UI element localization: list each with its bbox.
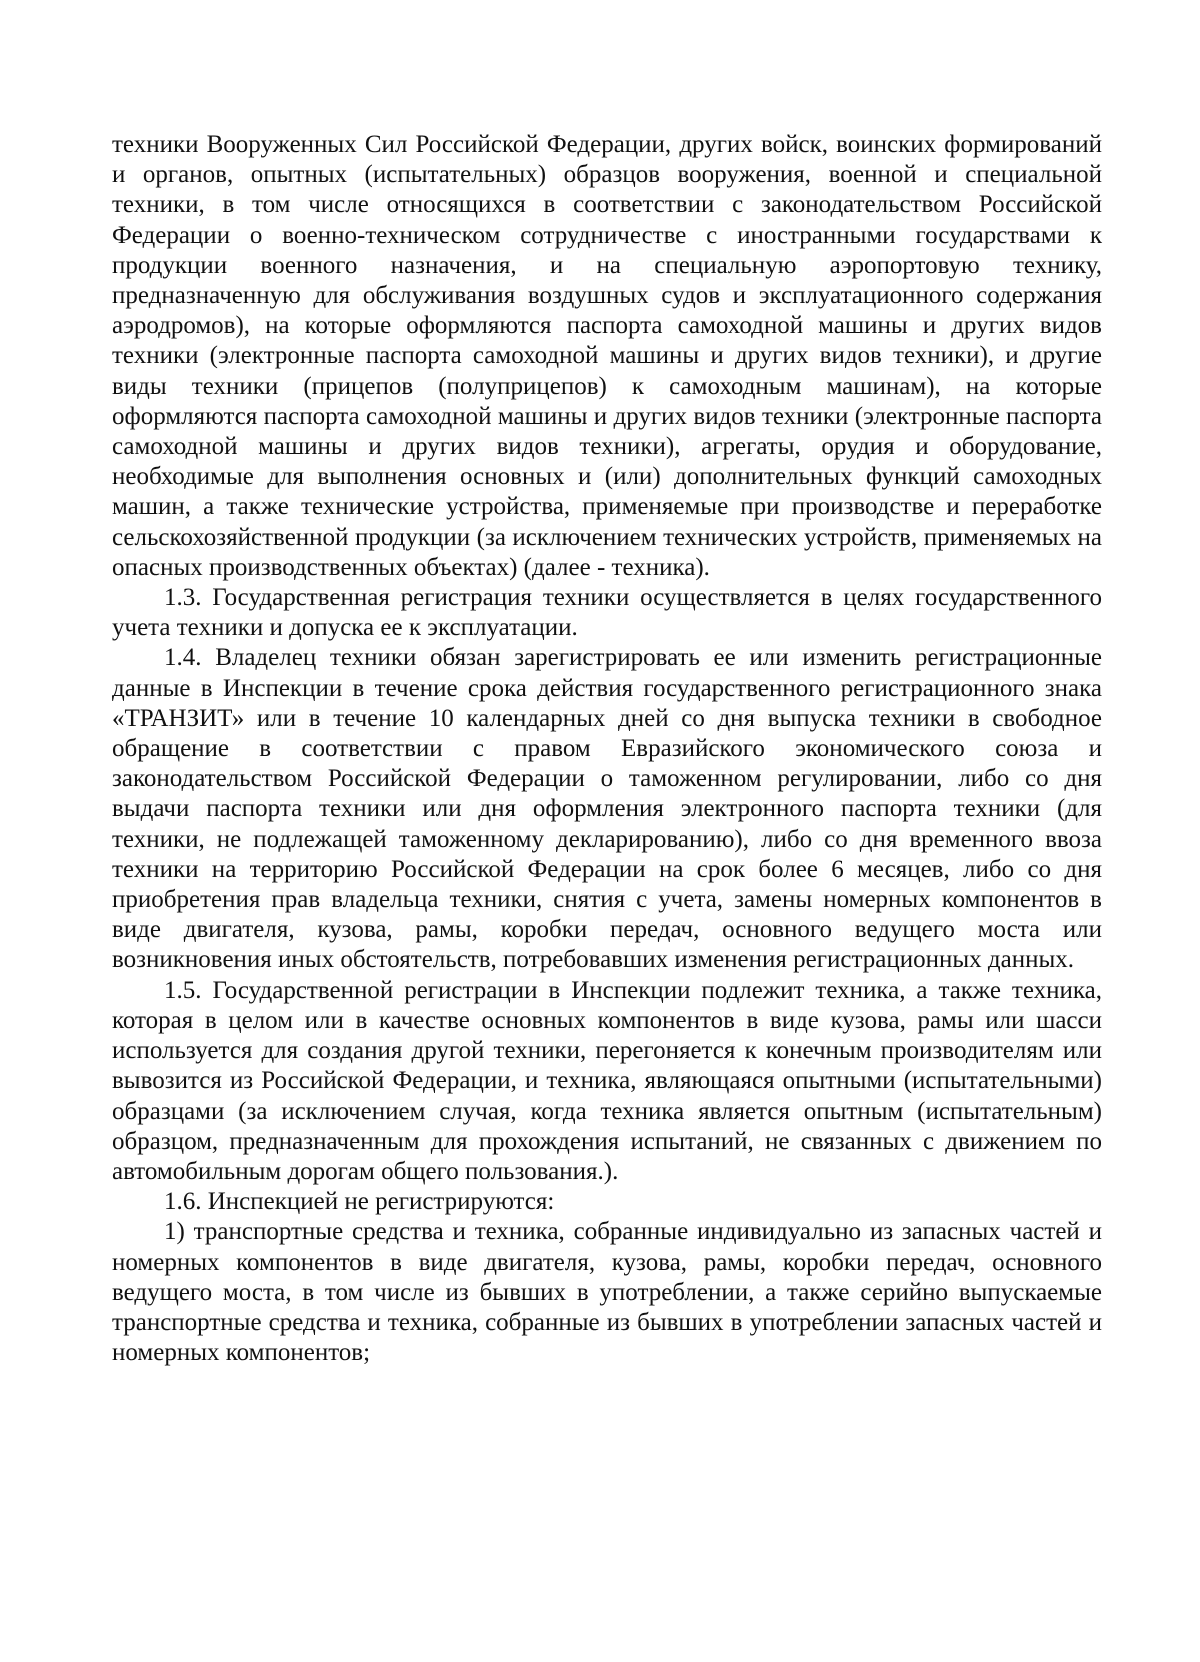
paragraph-continuation: техники Вооруженных Сил Российской Федерации, других войск, воинских формирований и органов, опытных (испытательных) образцов вооружения, военной и специальной техники, в том числе относящихся в соответствии с законодательством Российской Федерации о военно-техническом сотрудничестве с иностранными государствами к продукции военного назначения, и на специальную аэропортовую технику, предназначенную для обслуживания воздушных судов и эксплуатационного содержания аэродромов), на которые оформляются паспорта самоходной машины и других видов техники (электронные паспорта самоходной машины и других видов техники), и другие виды техники (прицепов (полуприцепов) к самоходным машинам), на которые оформляются паспорта самоходной машины и других видов техники (электронные паспорта самоходной машины и других видов техники), агрегаты, орудия и оборудование, необходимые для выполнения основных и (или) дополнительных функций самоходных машин, а также технические устройства, применяемые при производстве и переработке сельскохозяйственной продукции (за исключением технических устройств, применяемых на опасных производственных объектах) (далее - техника). — [112, 131, 1102, 581]
paragraph-1-3: 1.3. Государственная регистрация техники осуществляется в целях государственного учета техники и допуска ее к эксплуатации. — [112, 584, 1102, 642]
paragraph-1-5: 1.5. Государственной регистрации в Инспекции подлежит техника, а также техника, которая в целом или в качестве основных компонентов в виде кузова, рамы или шасси используется для создания другой техники, перегоняется к конечным производителям или вывозится из Российской Федерации, и техника, являющаяся опытными (испытательными) образцами (за исключением случая, когда техника является опытным (испытательным) образцом, предназначенным для прохождения испытаний, не связанных с движением по автомобильным дорогам общего пользования.). — [112, 976, 1102, 1185]
paragraph-1-4: 1.4. Владелец техники обязан зарегистрировать ее или изменить регистрационные данные в Инспекции в течение срока действия государственного регистрационного знака «ТРАНЗИТ» или в течение 10 календарных дней со дня выпуска техники в свободное обращение в соответствии с правом Евразийского экономического союза и законодательством Российской Федерации о таможенном регулировании, либо со дня выдачи паспорта техники или дня оформления электронного паспорта техники (для техники, не подлежащей таможенному декларированию), либо со дня временного ввоза техники на территорию Российской Федерации на срок более 6 месяцев, либо со дня приобретения прав владельца техники, снятия с учета, замены номерных компонентов в виде двигателя, кузова, рамы, коробки передач, основного ведущего моста или возникновения иных обстоятельств, потребовавших изменения регистрационных данных. — [112, 644, 1102, 974]
paragraph-1-6: 1.6. Инспекцией не регистрируются: — [164, 1188, 555, 1216]
document-body — [112, 130, 1102, 1368]
list-item-1: 1) транспортные средства и техника, собранные индивидуально из запасных частей и номерных компонентов в виде двигателя, кузова, рамы, коробки передач, основного ведущего моста, в том числе из бывших в употреблении, а также серийно выпускаемые транспортные средства и техника, собранные из бывших в употреблении запасных частей и номерных компонентов; — [112, 1218, 1102, 1367]
